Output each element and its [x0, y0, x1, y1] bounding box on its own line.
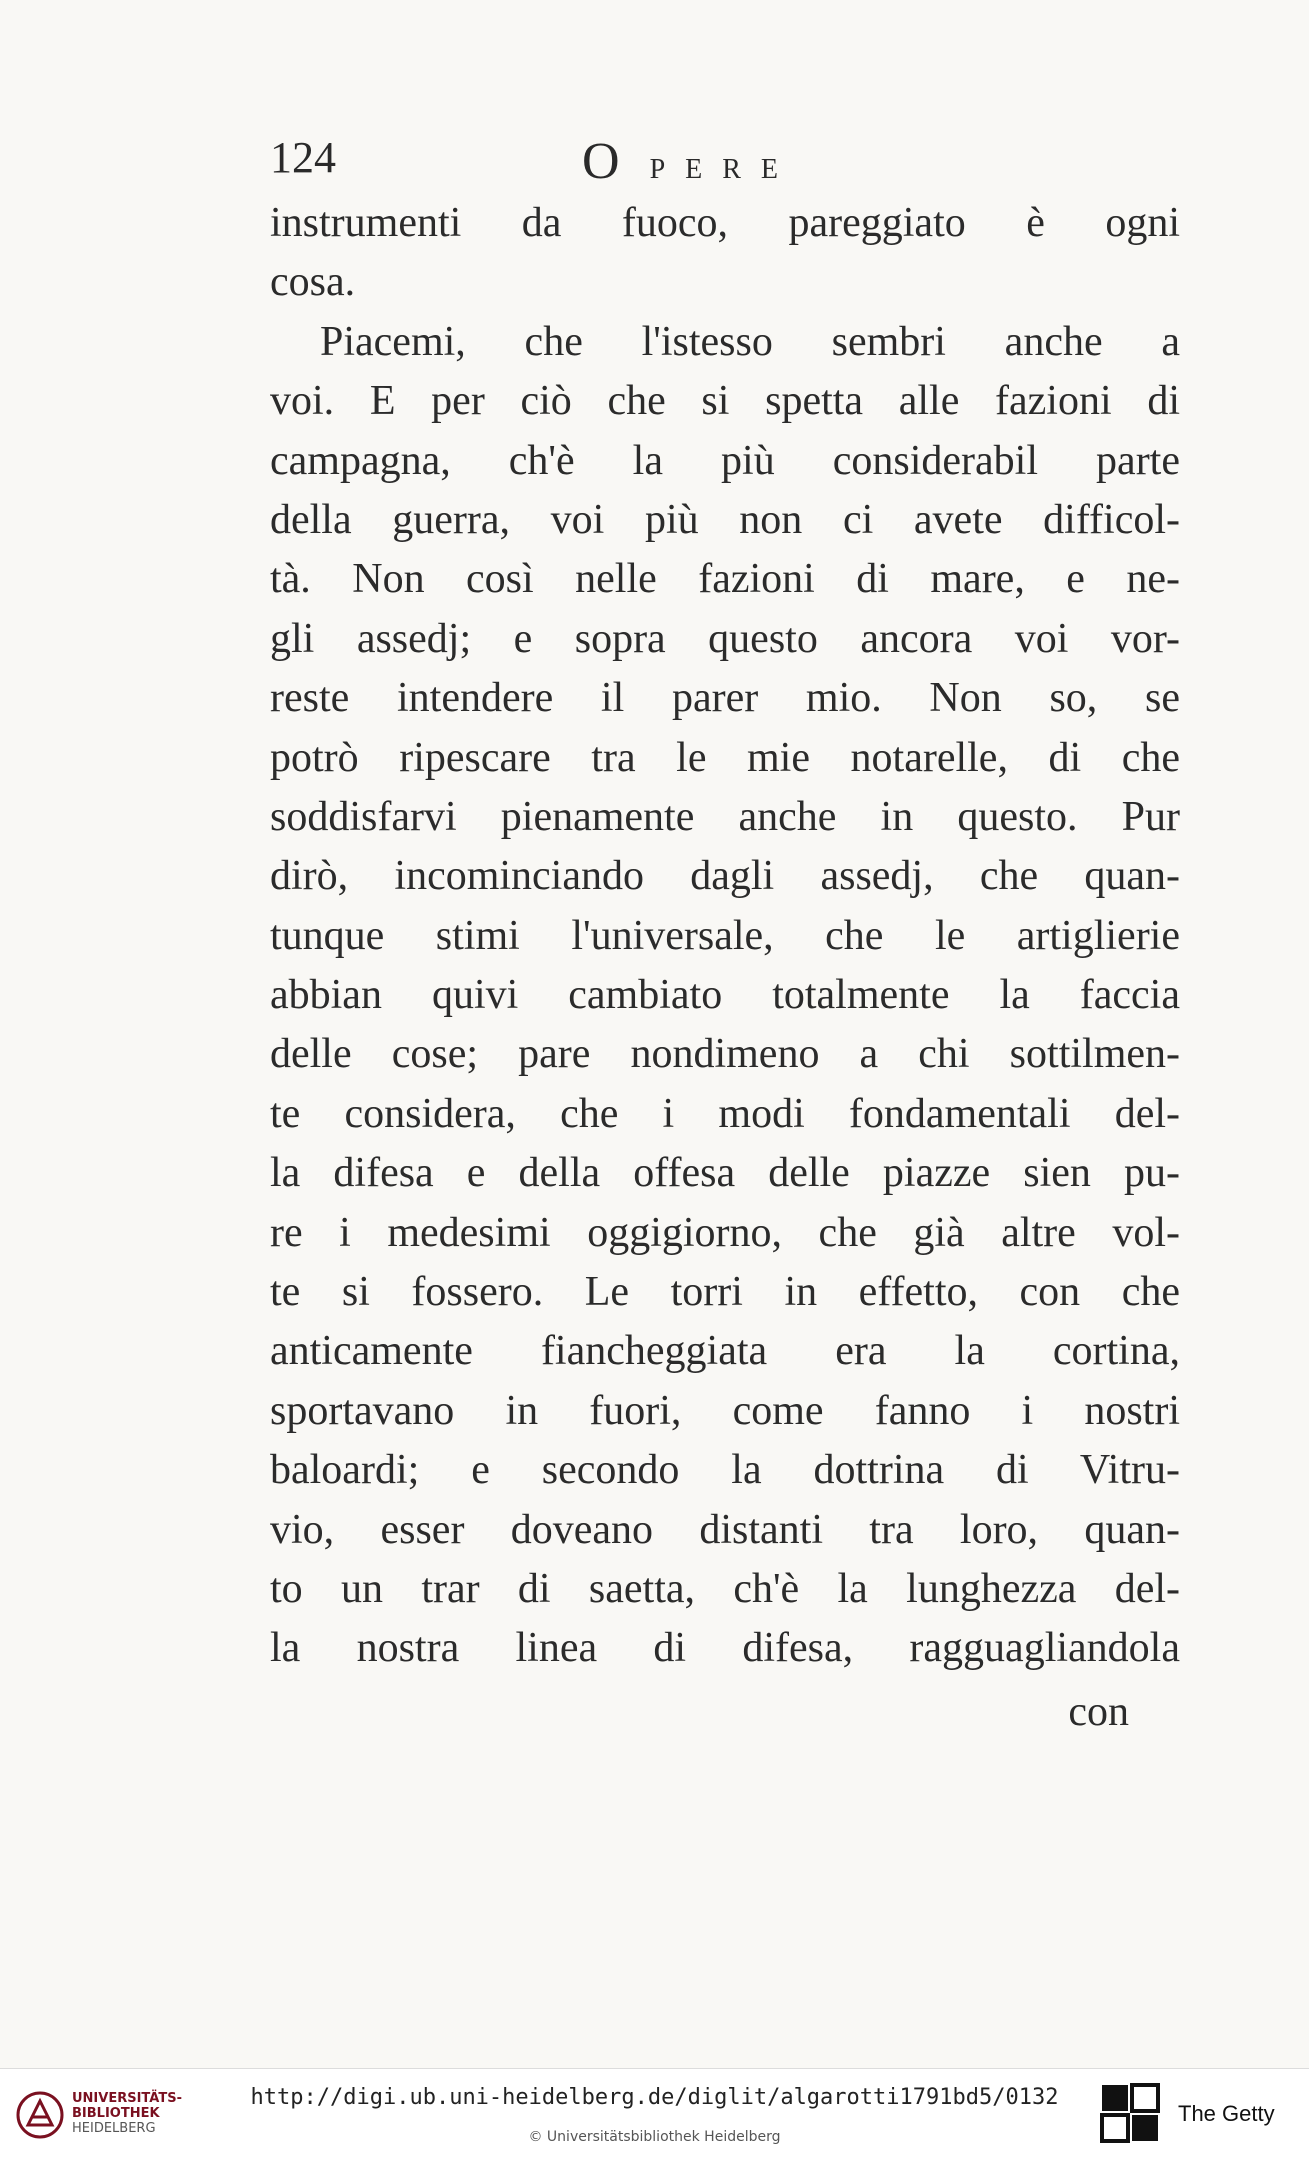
- text-line: vio, esser doveano distanti tra loro, quan-: [270, 1506, 1180, 1553]
- running-title: [582, 132, 798, 191]
- running-title-rest: PERE: [649, 154, 799, 185]
- text-line: re i medesimi oggigiorno, che già altre vol-: [270, 1209, 1180, 1256]
- text-line: baloardi; e secondo la dottrina di Vitru-: [270, 1447, 1180, 1494]
- text-line: tà. Non così nelle fazioni di mare, e ne-: [270, 556, 1180, 603]
- text-line: cosa.: [270, 259, 356, 306]
- text-line: Piacemi, che l'istesso sembri anche a: [320, 318, 1180, 365]
- text-line: dirò, incominciando dagli assedj, che quan-: [270, 853, 1180, 900]
- running-title-initial: O: [582, 133, 650, 190]
- text-line: delle cose; pare nondimeno a chi sottilmen-: [270, 1031, 1180, 1078]
- text-line: reste intendere il parer mio. Non so, se: [270, 675, 1180, 722]
- text-line: campagna, ch'è la più considerabil parte: [270, 437, 1180, 484]
- running-head: [270, 132, 1190, 192]
- text-line: sportavano in fuori, come fanno i nostri: [270, 1387, 1180, 1434]
- body-text: [270, 194, 1180, 1679]
- text-line: te considera, che i modi fondamentali del-: [270, 1090, 1180, 1137]
- text-line: voi. E per ciò che si spetta alle fazioni di: [270, 378, 1180, 425]
- text-line: della guerra, voi più non ci avete difficol-: [270, 496, 1180, 543]
- partner-name: The Getty: [1178, 2101, 1275, 2126]
- catchword: con: [1068, 1689, 1129, 1735]
- text-line: tunque stimi l'universale, che le artiglierie: [270, 912, 1180, 959]
- text-line: potrò ripescare tra le mie notarelle, di che: [270, 734, 1180, 781]
- text-line: la difesa e della offesa delle piazze sien pu-: [270, 1150, 1180, 1197]
- library-name-line1: UNIVERSITÄTS-: [72, 2091, 182, 2106]
- text-line: la nostra linea di difesa, ragguagliandola: [270, 1625, 1180, 1672]
- permalink-url[interactable]: http://digi.ub.uni-heidelberg.de/diglit/algarotti1791bd5/0132: [250, 2085, 1059, 2110]
- text-line: to un trar di saetta, ch'è la lunghezza del-: [270, 1565, 1180, 1612]
- page-number: 124: [270, 133, 336, 182]
- copyright-notice: © Universitätsbibliothek Heidelberg: [528, 2129, 781, 2145]
- text-line: instrumenti da fuoco, pareggiato è ogni: [270, 200, 1180, 246]
- text-line: te si fossero. Le torri in effetto, con che: [270, 1269, 1180, 1316]
- text-line: gli assedj; e sopra questo ancora voi vor-: [270, 615, 1180, 662]
- footer-bar: [0, 2068, 1309, 2161]
- library-name-line2: BIBLIOTHEK: [72, 2106, 160, 2121]
- text-line: abbian quivi cambiato totalmente la faccia: [270, 972, 1180, 1019]
- library-name-line3: HEIDELBERG: [72, 2121, 156, 2136]
- getty-logo-icon: [1100, 2083, 1160, 2145]
- text-line: anticamente fiancheggiata era la cortina,: [270, 1328, 1180, 1375]
- text-line: soddisfarvi pienamente anche in questo. Pur: [270, 793, 1180, 840]
